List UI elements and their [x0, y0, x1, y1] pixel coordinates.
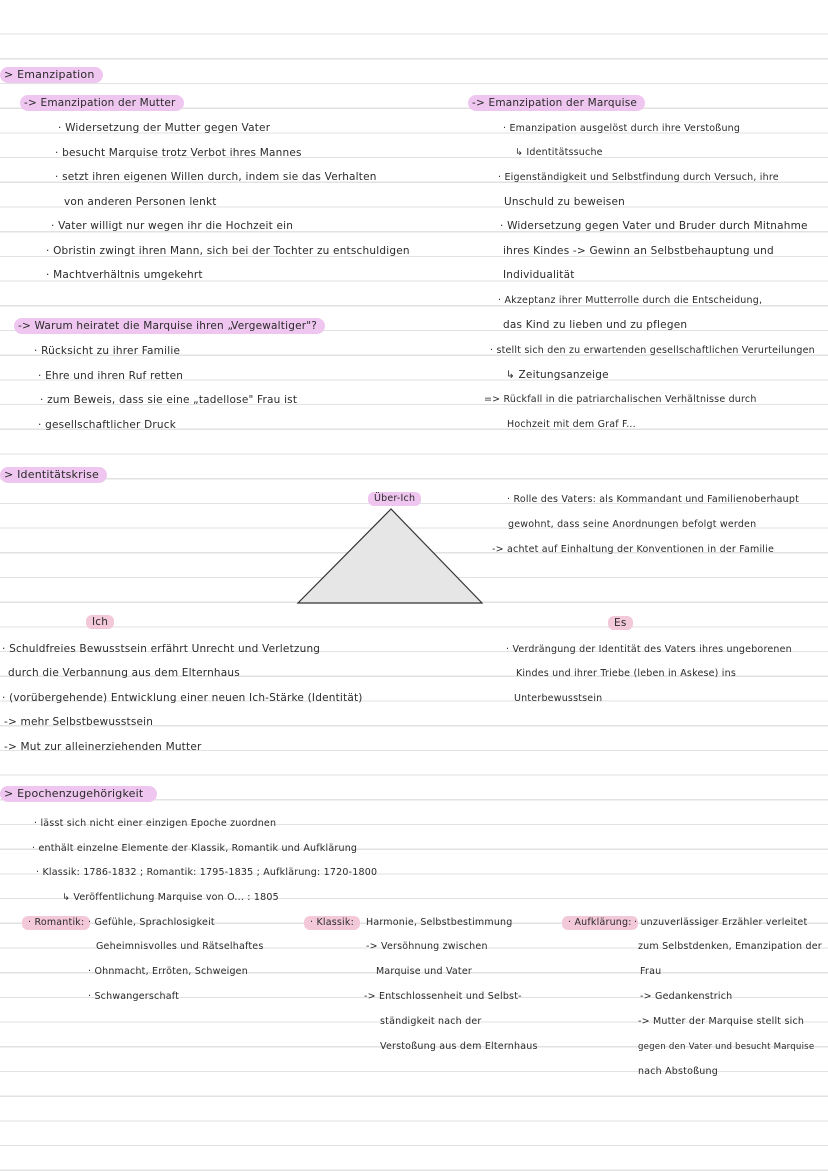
ich-item: durch die Verbannung aus dem Elternhaus [8, 667, 240, 679]
marquise-item: ↳ Zeitungsanzeige [506, 369, 609, 381]
marquise-item: Unschuld zu beweisen [504, 196, 625, 208]
warum-item: · Ehre und ihren Ruf retten [38, 370, 184, 382]
ueber-ich-item: gewohnt, dass seine Anordnungen befolgt werden [508, 519, 757, 530]
aufklaerung-item: Frau [640, 966, 662, 977]
psyche-triangle-diagram [296, 505, 486, 607]
klassik-label: · Klassik: [304, 916, 360, 930]
mutter-item: · besucht Marquise trotz Verbot ihres Mannes [55, 147, 302, 159]
section-heading-identitaetskrise: > Identitätskrise [0, 467, 107, 483]
epoche-item: · lässt sich nicht einer einzigen Epoche zuordnen [34, 818, 277, 829]
subheading-warum: -> Warum heiratet die Marquise ihren „Vergewaltiger"? [14, 318, 325, 334]
marquise-item: ihres Kindes -> Gewinn an Selbstbehauptung und [503, 245, 774, 257]
romantik-item: Geheimnisvolles und Rätselhaftes [96, 941, 264, 952]
epoche-item: · enthält einzelne Elemente der Klassik, Romantik und Aufklärung [32, 843, 358, 854]
ueber-ich-label: Über-Ich [368, 492, 421, 506]
aufklaerung-item: -> Gedankenstrich [640, 991, 733, 1002]
ich-label: Ich [86, 615, 114, 629]
marquise-item: · Emanzipation ausgelöst durch ihre Verstoßung [503, 123, 741, 134]
romantik-label: · Romantik: [22, 916, 90, 930]
marquise-item: ↳ Identitätssuche [515, 147, 603, 158]
section-heading-emanzipation: > Emanzipation [0, 67, 103, 83]
marquise-item: · Eigenständigkeit und Selbstfindung durch Versuch, ihre [498, 172, 779, 183]
epoche-item: ↳ Veröffentlichung Marquise von O... : 1805 [62, 892, 279, 903]
klassik-item: Harmonie, Selbstbestimmung [366, 917, 513, 928]
mutter-item: · Machtverhältnis umgekehrt [46, 269, 203, 281]
warum-item: · zum Beweis, dass sie eine „tadellose" Frau ist [40, 394, 298, 406]
romantik-item: · Schwangerschaft [88, 991, 180, 1002]
es-label: Es [608, 616, 633, 630]
marquise-item: das Kind zu lieben und zu pflegen [503, 319, 688, 331]
section-heading-epoche: > Epochenzugehörigkeit [0, 786, 157, 802]
epoche-item: · Klassik: 1786-1832 ; Romantik: 1795-1835 ; Aufklärung: 1720-1800 [36, 867, 378, 878]
aufklaerung-item: nach Abstoßung [638, 1066, 718, 1077]
subheading-marquise: -> Emanzipation der Marquise [468, 95, 645, 111]
marquise-item: · Widersetzung gegen Vater und Bruder durch Mitnahme [500, 220, 808, 232]
mutter-item: · Obristin zwingt ihren Mann, sich bei der Tochter zu entschuldigen [46, 245, 410, 257]
ich-item: -> mehr Selbstbewusstsein [4, 716, 154, 728]
es-item: Kindes und ihrer Triebe (leben in Askese) ins [516, 668, 737, 679]
romantik-item: · Gefühle, Sprachlosigkeit [88, 917, 215, 928]
ich-item: · (vorübergehende) Entwicklung einer neuen Ich-Stärke (Identität) [2, 692, 363, 704]
marquise-item: · Akzeptanz ihrer Mutterrolle durch die Entscheidung, [498, 295, 763, 306]
klassik-item: -> Entschlossenheit und Selbst- [364, 991, 522, 1002]
aufklaerung-label: · Aufklärung: [562, 916, 638, 930]
klassik-item: -> Versöhnung zwischen [366, 941, 488, 952]
marquise-item: => Rückfall in die patriarchalischen Verhältnisse durch [484, 394, 757, 405]
warum-item: · Rücksicht zu ihrer Familie [34, 345, 181, 357]
es-item: Unterbewusstsein [514, 693, 603, 704]
mutter-item: · setzt ihren eigenen Willen durch, indem sie das Verhalten [55, 171, 377, 183]
aufklaerung-item: -> Mutter der Marquise stellt sich [638, 1016, 805, 1027]
ich-item: -> Mut zur alleinerziehenden Mutter [4, 741, 202, 753]
marquise-item: Individualität [503, 269, 575, 281]
ueber-ich-item: · Rolle des Vaters: als Kommandant und Familienoberhaupt [507, 494, 799, 505]
psyche-triangle [298, 509, 482, 603]
aufklaerung-item: zum Selbstdenken, Emanzipation der [638, 941, 822, 952]
marquise-item: Hochzeit mit dem Graf F... [507, 419, 636, 430]
mutter-item: · Vater willigt nur wegen ihr die Hochzeit ein [51, 220, 294, 232]
klassik-item: Marquise und Vater [376, 966, 473, 977]
marquise-item: · stellt sich den zu erwartenden gesellschaftlichen Verurteilungen [490, 345, 815, 356]
romantik-item: · Ohnmacht, Erröten, Schweigen [88, 966, 248, 977]
aufklaerung-item: · unzuverlässiger Erzähler verleitet [634, 917, 808, 928]
mutter-item: von anderen Personen lenkt [64, 196, 217, 208]
klassik-item: ständigkeit nach der [380, 1016, 482, 1027]
mutter-item: · Widersetzung der Mutter gegen Vater [58, 122, 271, 134]
subheading-mutter: -> Emanzipation der Mutter [20, 95, 184, 111]
klassik-item: Verstoßung aus dem Elternhaus [380, 1041, 538, 1052]
es-item: · Verdrängung der Identität des Vaters ihres ungeborenen [506, 644, 792, 655]
ueber-ich-item: -> achtet auf Einhaltung der Konventionen in der Familie [492, 544, 775, 555]
warum-item: · gesellschaftlicher Druck [38, 419, 177, 431]
ich-item: · Schuldfreies Bewusstsein erfährt Unrecht und Verletzung [2, 643, 321, 655]
aufklaerung-item: gegen den Vater und besucht Marquise [638, 1042, 815, 1052]
